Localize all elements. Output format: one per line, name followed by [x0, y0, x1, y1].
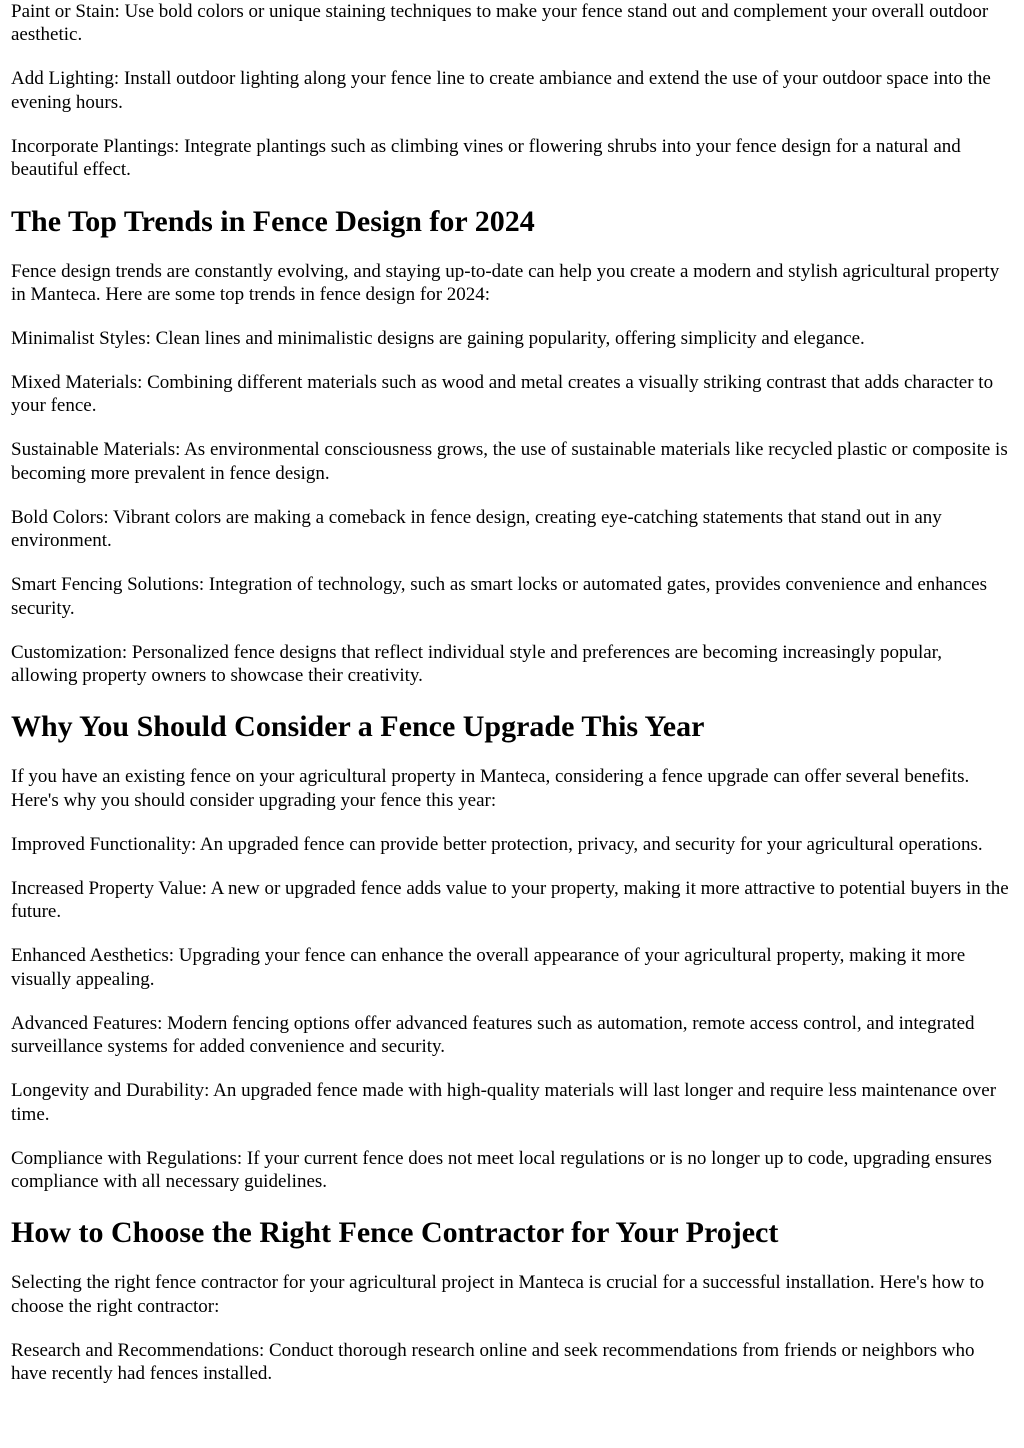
upgrade-item-compliance: Compliance with Regulations: If your current fence does not meet local regulations or is no longer up to code, upgrading ensures compliance with all necessary guidelines.: [11, 1147, 992, 1192]
trend-item-bold-colors: Bold Colors: Vibrant colors are making a comeback in fence design, creating eye-catching statements that stand out in any environment.: [11, 506, 942, 552]
contractor-item-research: Research and Recommendations: Conduct thorough research online and seek recommendations from friends or neighbors who have recently had fences installed.: [11, 1339, 975, 1385]
upgrade-item-aesthetics: Enhanced Aesthetics: Upgrading your fence can enhance the overall appearance of your agricultural property, making it more visually appealing.: [11, 945, 966, 990]
upgrade-item-advanced-features: Advanced Features: Modern fencing options offer advanced features such as automation, remote access control, and integrated surveillance systems for added convenience and security.: [11, 1012, 975, 1058]
upgrade-item-property-value: Increased Property Value: A new or upgraded fence adds value to your property, making it more attractive to potential buyers in the future.: [11, 877, 1009, 923]
trend-item-sustainable: Sustainable Materials: As environmental consciousness grows, the use of sustainable materials like recycled plastic or composite is becoming more prevalent in fence design.: [11, 439, 1008, 484]
upgrade-item-longevity: Longevity and Durability: An upgraded fence made with high-quality materials will last longer and require less maintenance over time.: [11, 1080, 997, 1125]
upgrade-item-functionality: Improved Functionality: An upgraded fence can provide better protection, privacy, and security for your agricultural operations.: [11, 833, 983, 855]
section-heading-upgrade: Why You Should Consider a Fence Upgrade This Year: [11, 710, 705, 744]
trend-item-mixed-materials: Mixed Materials: Combining different materials such as wood and metal creates a visually striking contrast that adds character to your fence.: [11, 372, 994, 417]
trend-item-minimalist: Minimalist Styles: Clean lines and minimalistic designs are gaining popularity, offering simplicity and elegance.: [11, 328, 865, 350]
section-heading-contractor: How to Choose the Right Fence Contractor for Your Project: [11, 1216, 779, 1250]
intro-paragraph-paint: Paint or Stain: Use bold colors or unique staining techniques to make your fence stand out and complement your overall outdoor aesthetic.: [11, 1, 989, 46]
upgrade-intro-paragraph: If you have an existing fence on your agricultural property in Manteca, considering a fence upgrade can offer several benefits. Here's why you should consider upgrading your fence this year:: [11, 766, 970, 811]
section-heading-trends: The Top Trends in Fence Design for 2024: [11, 204, 535, 238]
trends-intro-paragraph: Fence design trends are constantly evolving, and staying up-to-date can help you create a modern and stylish agricultural property in Manteca. Here are some top trends in fence design for 2024:: [11, 260, 1000, 306]
intro-paragraph-plantings: Incorporate Plantings: Integrate plantings such as climbing vines or flowering shrubs into your fence design for a natural and beautiful effect.: [11, 135, 961, 181]
trend-item-customization: Customization: Personalized fence designs that reflect individual style and preferences are becoming increasingly popular, allowing property owners to showcase their creativity.: [11, 641, 942, 687]
trend-item-smart-fencing: Smart Fencing Solutions: Integration of technology, such as smart locks or automated gates, provides convenience and enhances security.: [11, 574, 987, 619]
contractor-intro-paragraph: Selecting the right fence contractor for your agricultural project in Manteca is crucial for a successful installation. Here's how to choose the right contractor:: [11, 1272, 985, 1317]
intro-paragraph-lighting: Add Lighting: Install outdoor lighting along your fence line to create ambiance and extend the use of your outdoor space into the evening hours.: [11, 68, 991, 113]
